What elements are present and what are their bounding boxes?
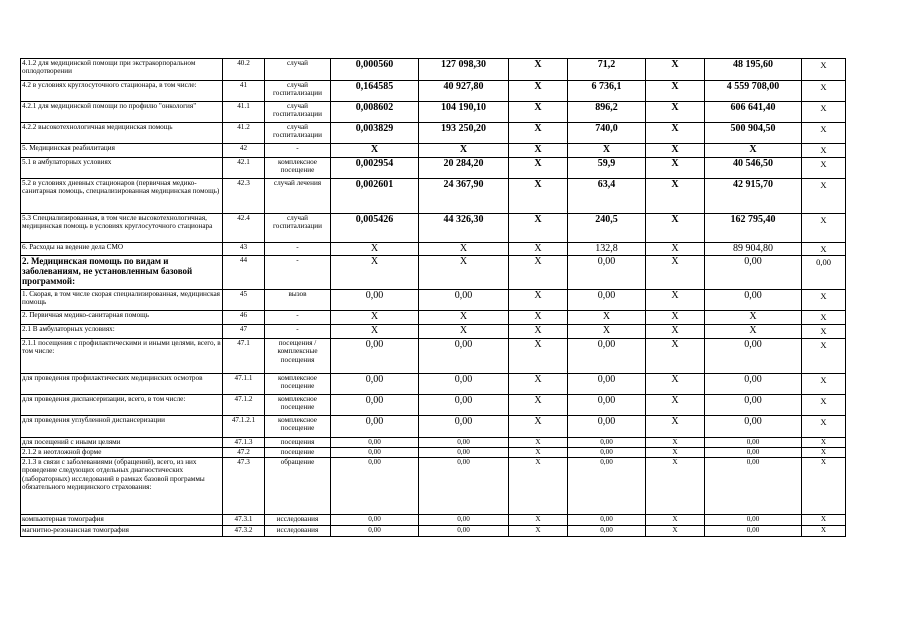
x-cell: 0,00 <box>802 256 846 290</box>
table-row <box>21 374 846 395</box>
amount-cell: X <box>568 325 646 339</box>
x-cell: X <box>509 416 568 438</box>
row-unit-cell: случай госпитализации <box>265 81 331 102</box>
volume-cell: 0,00 <box>331 339 419 374</box>
x-cell: X <box>646 448 705 458</box>
row-code-cell: 47.1.3 <box>223 438 265 448</box>
volume-cell: X <box>331 243 419 256</box>
x-cell: X <box>509 59 568 81</box>
total-cell: 0,00 <box>705 515 802 526</box>
table-row <box>21 416 846 438</box>
x-cell: X <box>802 339 846 374</box>
amount-cell: 6 736,1 <box>568 81 646 102</box>
x-cell: X <box>509 448 568 458</box>
table-row <box>21 325 846 339</box>
row-unit-cell: случай госпитализации <box>265 102 331 123</box>
x-cell: X <box>802 290 846 311</box>
x-cell: X <box>509 395 568 416</box>
amount-cell: 740,0 <box>568 123 646 144</box>
x-cell: X <box>509 515 568 526</box>
row-code-cell: 47.1.2.1 <box>223 416 265 438</box>
row-unit-cell: комплексное посещение <box>265 374 331 395</box>
x-cell: X <box>802 374 846 395</box>
row-name-cell: 2.1.3 в связи с заболеваниями (обращений), всего, из них проведение следующих отдельных диагностических (лабораторных) исследований в рамках базовой программы обязательного медицинского страхования: <box>21 458 223 515</box>
row-unit-cell: посещения / комплексные посещения <box>265 339 331 374</box>
row-code-cell: 47.3 <box>223 458 265 515</box>
x-cell: X <box>509 311 568 325</box>
x-cell: X <box>509 339 568 374</box>
row-name-cell: 5.3 Специализированная, в том числе высокотехнологичная, медицинская помощь в условиях круглосуточного стационара <box>21 214 223 243</box>
total-cell: X <box>705 144 802 158</box>
x-cell: X <box>646 81 705 102</box>
row-unit-cell: исследования <box>265 515 331 526</box>
x-cell: X <box>509 158 568 179</box>
table-row <box>21 311 846 325</box>
total-cell: 0,00 <box>705 526 802 537</box>
x-cell: X <box>646 290 705 311</box>
cost-cell: 0,00 <box>419 515 509 526</box>
volume-cell: 0,00 <box>331 290 419 311</box>
x-cell: X <box>646 374 705 395</box>
x-cell: X <box>509 374 568 395</box>
x-cell: X <box>802 395 846 416</box>
x-cell: X <box>509 81 568 102</box>
row-unit-cell: - <box>265 256 331 290</box>
x-cell: X <box>509 123 568 144</box>
row-code-cell: 47.2 <box>223 448 265 458</box>
cost-cell: 127 098,30 <box>419 59 509 81</box>
row-code-cell: 41 <box>223 81 265 102</box>
row-name-cell: 4.1.2 для медицинской помощи при экстракорпоральном оплодотворении <box>21 59 223 81</box>
row-unit-cell: - <box>265 311 331 325</box>
row-code-cell: 42.3 <box>223 179 265 214</box>
table-row <box>21 290 846 311</box>
x-cell: X <box>646 243 705 256</box>
amount-cell: 0,00 <box>568 395 646 416</box>
amount-cell: 132,8 <box>568 243 646 256</box>
total-cell: 4 559 708,00 <box>705 81 802 102</box>
row-unit-cell: - <box>265 243 331 256</box>
x-cell: X <box>509 179 568 214</box>
row-name-cell: 5.1 в амбулаторных условиях <box>21 158 223 179</box>
amount-cell: 71,2 <box>568 59 646 81</box>
volume-cell: 0,005426 <box>331 214 419 243</box>
x-cell: X <box>802 81 846 102</box>
x-cell: X <box>509 290 568 311</box>
amount-cell: 240,5 <box>568 214 646 243</box>
total-cell: 40 546,50 <box>705 158 802 179</box>
x-cell: X <box>802 243 846 256</box>
total-cell: 0,00 <box>705 438 802 448</box>
x-cell: X <box>802 102 846 123</box>
x-cell: X <box>802 59 846 81</box>
amount-cell: 59,9 <box>568 158 646 179</box>
x-cell: X <box>802 123 846 144</box>
x-cell: X <box>509 144 568 158</box>
table-row <box>21 179 846 214</box>
x-cell: X <box>802 179 846 214</box>
x-cell: X <box>646 158 705 179</box>
x-cell: X <box>646 311 705 325</box>
row-name-cell: магнитно-резонансная томография <box>21 526 223 537</box>
table-row <box>21 458 846 515</box>
row-code-cell: 43 <box>223 243 265 256</box>
cost-cell: 0,00 <box>419 290 509 311</box>
row-name-cell: 1. Скорая, в том числе скорая специализированная, медицинская помощь <box>21 290 223 311</box>
row-name-cell: 4.2 в условиях круглосуточного стационара, в том числе: <box>21 81 223 102</box>
x-cell: X <box>802 214 846 243</box>
x-cell: X <box>509 102 568 123</box>
volume-cell: 0,002954 <box>331 158 419 179</box>
cost-cell: 0,00 <box>419 448 509 458</box>
row-unit-cell: вызов <box>265 290 331 311</box>
x-cell: X <box>646 59 705 81</box>
x-cell: X <box>802 515 846 526</box>
volume-cell: 0,00 <box>331 448 419 458</box>
row-name-cell: 2. Первичная медико-санитарная помощь <box>21 311 223 325</box>
row-code-cell: 40.2 <box>223 59 265 81</box>
cost-cell: 104 190,10 <box>419 102 509 123</box>
row-unit-cell: посещение <box>265 448 331 458</box>
volume-cell: 0,002601 <box>331 179 419 214</box>
table-row <box>21 243 846 256</box>
x-cell: X <box>802 416 846 438</box>
cost-cell: 0,00 <box>419 339 509 374</box>
tariff-table <box>20 58 846 537</box>
row-name-cell: 2. Медицинская помощь по видам и заболеваниям, не установленным базовой программой: <box>21 256 223 290</box>
row-unit-cell: случай лечения <box>265 179 331 214</box>
table-row <box>21 256 846 290</box>
x-cell: X <box>646 438 705 448</box>
x-cell: X <box>646 339 705 374</box>
cost-cell: X <box>419 256 509 290</box>
total-cell: 0,00 <box>705 374 802 395</box>
amount-cell: 0,00 <box>568 416 646 438</box>
row-unit-cell: случай <box>265 59 331 81</box>
row-name-cell: для проведения профилактических медицинских осмотров <box>21 374 223 395</box>
x-cell: X <box>646 458 705 515</box>
x-cell: X <box>646 256 705 290</box>
row-code-cell: 47.3.1 <box>223 515 265 526</box>
x-cell: X <box>802 311 846 325</box>
x-cell: X <box>646 144 705 158</box>
total-cell: 0,00 <box>705 395 802 416</box>
row-unit-cell: комплексное посещение <box>265 395 331 416</box>
cost-cell: 0,00 <box>419 395 509 416</box>
total-cell: 0,00 <box>705 290 802 311</box>
row-name-cell: 2.1.1 посещения с профилактическими и иными целями, всего, в том числе: <box>21 339 223 374</box>
volume-cell: 0,00 <box>331 458 419 515</box>
volume-cell: 0,00 <box>331 395 419 416</box>
total-cell: X <box>705 311 802 325</box>
x-cell: X <box>646 102 705 123</box>
amount-cell: 0,00 <box>568 526 646 537</box>
row-code-cell: 42 <box>223 144 265 158</box>
x-cell: X <box>646 515 705 526</box>
row-unit-cell: случай госпитализации <box>265 214 331 243</box>
cost-cell: 44 326,30 <box>419 214 509 243</box>
cost-cell: 40 927,80 <box>419 81 509 102</box>
x-cell: X <box>509 526 568 537</box>
x-cell: X <box>646 214 705 243</box>
amount-cell: X <box>568 144 646 158</box>
volume-cell: X <box>331 144 419 158</box>
row-code-cell: 44 <box>223 256 265 290</box>
total-cell: 0,00 <box>705 256 802 290</box>
row-code-cell: 42.4 <box>223 214 265 243</box>
cost-cell: 0,00 <box>419 438 509 448</box>
cost-cell: X <box>419 325 509 339</box>
amount-cell: 0,00 <box>568 438 646 448</box>
amount-cell: 0,00 <box>568 374 646 395</box>
amount-cell: 0,00 <box>568 515 646 526</box>
row-unit-cell: посещения <box>265 438 331 448</box>
row-unit-cell: - <box>265 325 331 339</box>
cost-cell: 0,00 <box>419 416 509 438</box>
x-cell: X <box>646 123 705 144</box>
amount-cell: 0,00 <box>568 458 646 515</box>
row-unit-cell: - <box>265 144 331 158</box>
row-code-cell: 47 <box>223 325 265 339</box>
x-cell: X <box>802 458 846 515</box>
total-cell: 0,00 <box>705 339 802 374</box>
amount-cell: 63,4 <box>568 179 646 214</box>
x-cell: X <box>646 416 705 438</box>
x-cell: X <box>509 325 568 339</box>
cost-cell: X <box>419 243 509 256</box>
row-code-cell: 47.3.2 <box>223 526 265 537</box>
table-row <box>21 438 846 448</box>
row-code-cell: 41.1 <box>223 102 265 123</box>
x-cell: X <box>509 438 568 448</box>
total-cell: 0,00 <box>705 448 802 458</box>
table-row <box>21 81 846 102</box>
amount-cell: 0,00 <box>568 290 646 311</box>
x-cell: X <box>509 458 568 515</box>
cost-cell: 193 250,20 <box>419 123 509 144</box>
row-code-cell: 46 <box>223 311 265 325</box>
table-row <box>21 448 846 458</box>
table-row <box>21 59 846 81</box>
x-cell: X <box>802 158 846 179</box>
table-row <box>21 123 846 144</box>
x-cell: X <box>802 325 846 339</box>
cost-cell: X <box>419 144 509 158</box>
row-unit-cell: исследования <box>265 526 331 537</box>
row-name-cell: 5. Медицинская реабилитация <box>21 144 223 158</box>
table-row <box>21 214 846 243</box>
cost-cell: 20 284,20 <box>419 158 509 179</box>
x-cell: X <box>646 395 705 416</box>
total-cell: 48 195,60 <box>705 59 802 81</box>
volume-cell: X <box>331 311 419 325</box>
row-name-cell: 4.2.1 для медицинской помощи по профилю "онкология" <box>21 102 223 123</box>
cost-cell: 0,00 <box>419 458 509 515</box>
table-row <box>21 102 846 123</box>
row-unit-cell: комплексное посещение <box>265 416 331 438</box>
row-code-cell: 47.1.2 <box>223 395 265 416</box>
amount-cell: 0,00 <box>568 256 646 290</box>
total-cell: 500 904,50 <box>705 123 802 144</box>
row-unit-cell: обращение <box>265 458 331 515</box>
volume-cell: 0,00 <box>331 374 419 395</box>
row-name-cell: для проведения диспансеризации, всего, в том числе: <box>21 395 223 416</box>
amount-cell: 0,00 <box>568 448 646 458</box>
volume-cell: X <box>331 256 419 290</box>
row-code-cell: 47.1 <box>223 339 265 374</box>
x-cell: X <box>509 243 568 256</box>
volume-cell: 0,00 <box>331 515 419 526</box>
x-cell: X <box>802 526 846 537</box>
total-cell: 162 795,40 <box>705 214 802 243</box>
table-row <box>21 144 846 158</box>
x-cell: X <box>646 526 705 537</box>
amount-cell: 0,00 <box>568 339 646 374</box>
total-cell: 606 641,40 <box>705 102 802 123</box>
row-code-cell: 42.1 <box>223 158 265 179</box>
volume-cell: 0,00 <box>331 438 419 448</box>
row-name-cell: для проведения углубленной диспансеризации <box>21 416 223 438</box>
volume-cell: 0,164585 <box>331 81 419 102</box>
volume-cell: 0,008602 <box>331 102 419 123</box>
total-cell: 0,00 <box>705 416 802 438</box>
table-row <box>21 339 846 374</box>
row-name-cell: для посещений с иными целями <box>21 438 223 448</box>
volume-cell: 0,00 <box>331 416 419 438</box>
x-cell: X <box>646 179 705 214</box>
x-cell: X <box>802 144 846 158</box>
row-name-cell: 2.1 В амбулаторных условиях: <box>21 325 223 339</box>
x-cell: X <box>509 214 568 243</box>
table-row <box>21 526 846 537</box>
x-cell: X <box>802 448 846 458</box>
volume-cell: 0,003829 <box>331 123 419 144</box>
total-cell: 0,00 <box>705 458 802 515</box>
total-cell: 89 904,80 <box>705 243 802 256</box>
amount-cell: X <box>568 311 646 325</box>
amount-cell: 896,2 <box>568 102 646 123</box>
total-cell: X <box>705 325 802 339</box>
row-name-cell: 6. Расходы на ведение дела СМО <box>21 243 223 256</box>
row-code-cell: 45 <box>223 290 265 311</box>
row-code-cell: 47.1.1 <box>223 374 265 395</box>
row-name-cell: 2.1.2 в неотложной форме <box>21 448 223 458</box>
cost-cell: 24 367,90 <box>419 179 509 214</box>
table-row <box>21 395 846 416</box>
row-code-cell: 41.2 <box>223 123 265 144</box>
row-unit-cell: случай госпитализации <box>265 123 331 144</box>
row-name-cell: 5.2 в условиях дневных стационаров (первичная медико-санитарная помощь, специализированная медицинская помощь) <box>21 179 223 214</box>
x-cell: X <box>646 325 705 339</box>
cost-cell: X <box>419 311 509 325</box>
x-cell: X <box>509 256 568 290</box>
cost-cell: 0,00 <box>419 526 509 537</box>
table-body <box>21 59 846 537</box>
total-cell: 42 915,70 <box>705 179 802 214</box>
row-unit-cell: комплексное посещение <box>265 158 331 179</box>
volume-cell: X <box>331 325 419 339</box>
row-name-cell: 4.2.2 высокотехнологичная медицинская помощь <box>21 123 223 144</box>
volume-cell: 0,00 <box>331 526 419 537</box>
cost-cell: 0,00 <box>419 374 509 395</box>
volume-cell: 0,000560 <box>331 59 419 81</box>
table-row <box>21 158 846 179</box>
x-cell: X <box>802 438 846 448</box>
row-name-cell: компьютерная томография <box>21 515 223 526</box>
table-row <box>21 515 846 526</box>
